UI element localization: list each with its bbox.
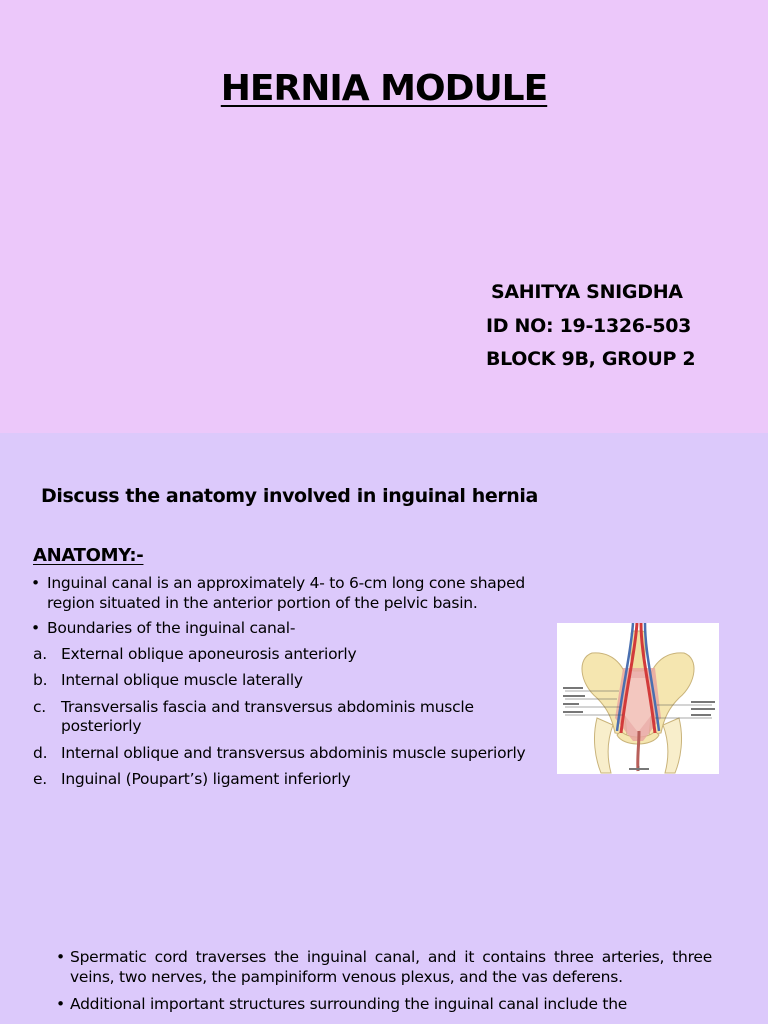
list-item	[56, 947, 712, 987]
boundary-text: Internal oblique muscle laterally	[61, 671, 303, 689]
boundary-text: Inguinal (Poupart’s) ligament inferiorly	[61, 770, 351, 788]
boundary-item	[31, 645, 551, 665]
bullet-mark: •	[31, 619, 40, 637]
list-item	[31, 574, 551, 613]
anatomy-heading: ANATOMY:-	[33, 545, 144, 566]
bullet-mark: •	[56, 995, 65, 1013]
title-slide	[0, 0, 768, 433]
bullet-mark: •	[31, 574, 40, 592]
boundary-marker: a.	[33, 644, 47, 663]
list-item-text: Boundaries of the inguinal canal-	[47, 619, 296, 637]
author-info	[486, 276, 695, 377]
id-number: ID NO: 19-1326-503	[486, 314, 692, 337]
anatomy-list	[31, 574, 551, 797]
boundary-marker: d.	[33, 743, 48, 762]
author-name: SAHITYA SNIGDHA	[491, 281, 683, 303]
inguinal-anatomy-illustration	[557, 623, 719, 774]
boundary-marker: c.	[33, 697, 46, 716]
boundary-item	[31, 671, 551, 691]
list-item-text: Spermatic cord traverses the inguinal canal, and it contains three arteries, three veins, two nerves, the pampiniform venous plexus, and the vas deferens.	[70, 948, 712, 986]
spermatic-cord-list	[56, 947, 712, 1021]
boundary-text: External oblique aponeurosis anteriorly	[61, 644, 357, 663]
boundary-item	[31, 744, 551, 764]
list-item	[31, 619, 551, 639]
slide-title: HERNIA MODULE	[220, 68, 548, 109]
boundary-marker: b.	[33, 671, 48, 689]
boundary-item	[31, 770, 551, 790]
list-item-text: Additional important structures surrounding the inguinal canal include the	[70, 995, 628, 1013]
block-group: BLOCK 9B, GROUP 2	[486, 348, 696, 370]
bullet-mark: •	[56, 948, 65, 966]
pelvis-diagram-icon	[557, 623, 719, 774]
list-item	[56, 994, 712, 1014]
boundary-text: Transversalis fascia and transversus abdominis muscle posteriorly	[61, 697, 474, 735]
boundary-text: Internal oblique and transversus abdominis muscle superiorly	[61, 743, 526, 762]
boundary-item	[31, 698, 551, 737]
boundary-marker: e.	[33, 770, 47, 788]
list-item-text: Inguinal canal is an approximately 4- to 6-cm long cone shaped region situated in the anterior portion of the pelvic basin.	[47, 574, 526, 612]
question-heading: Discuss the anatomy involved in inguinal hernia	[41, 485, 538, 507]
